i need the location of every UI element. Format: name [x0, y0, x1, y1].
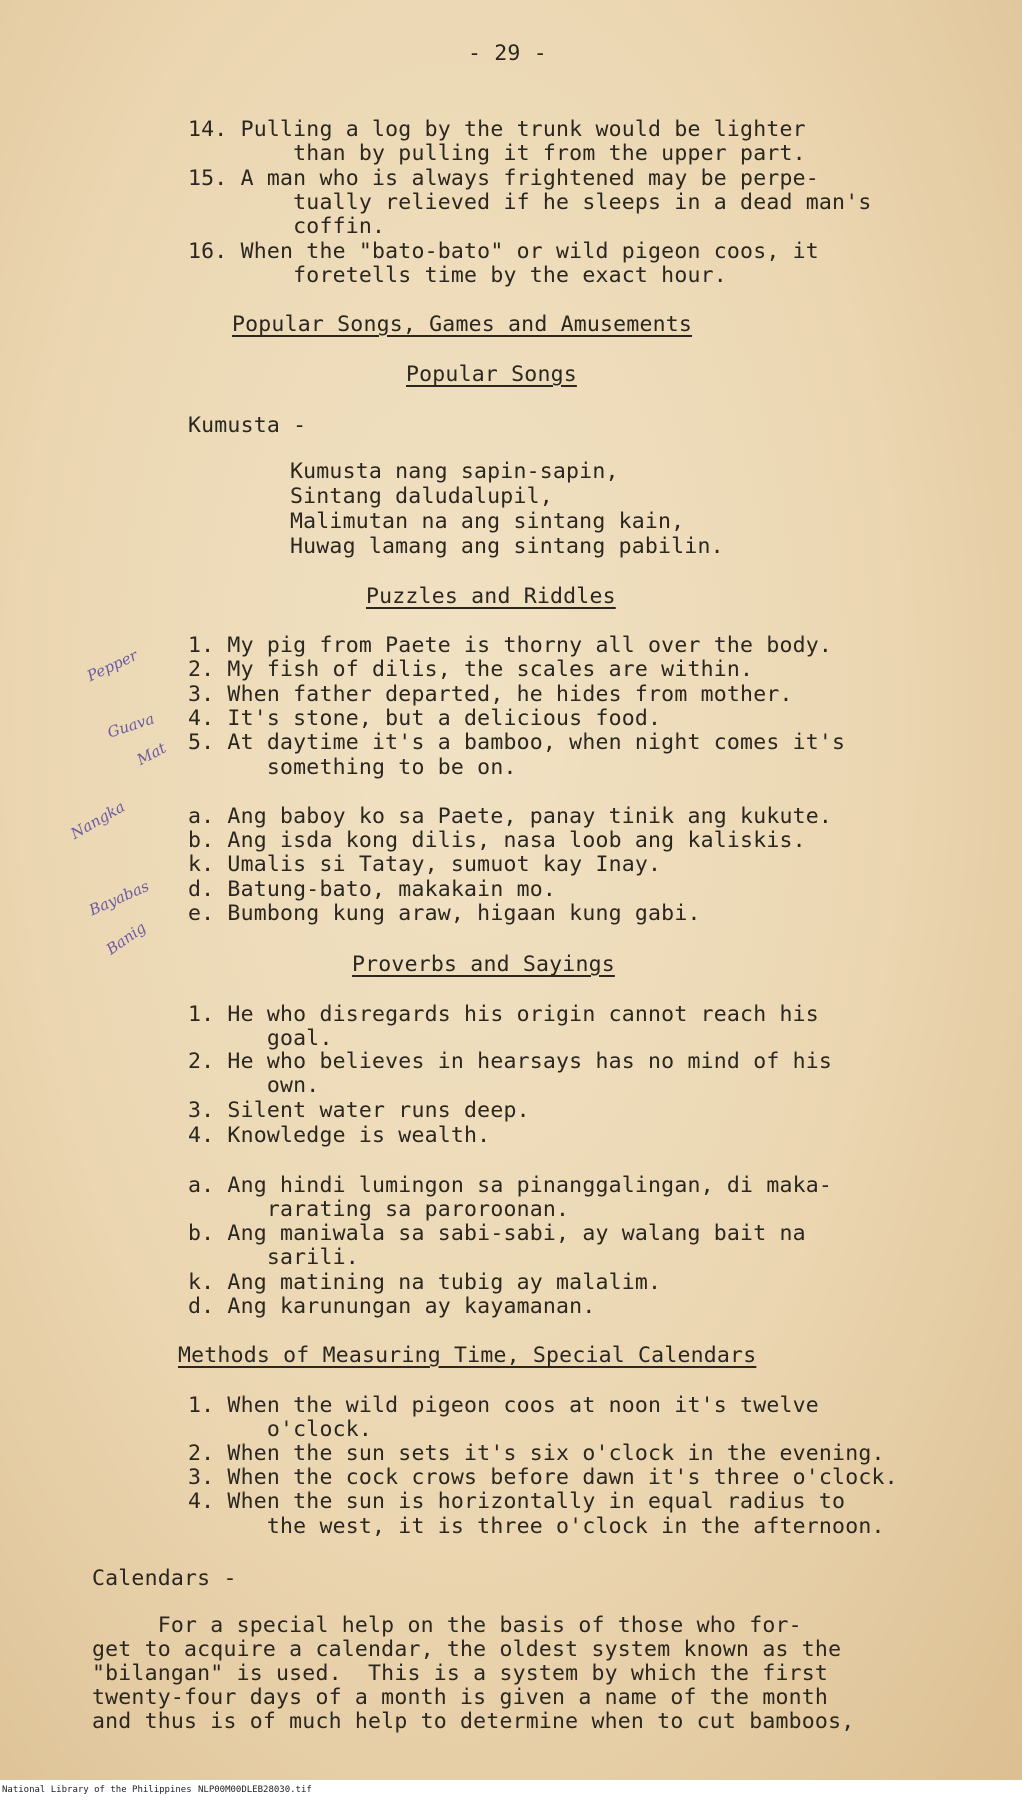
proverb-english-continued: own. [188, 1073, 320, 1098]
section-heading: Popular Songs, Games and Amusements [232, 312, 693, 337]
proverb-tagalog-continued: sarili. [188, 1245, 359, 1270]
riddle-english-continued: something to be on. [188, 755, 517, 780]
proverb-tagalog: b. Ang maniwala sa sabi-sabi, ay walang bait na [188, 1221, 806, 1246]
belief-item-continued: tually relieved if he sleeps in a dead man's [188, 190, 872, 215]
calendars-paragraph-line: and thus is of much help to determine when to cut bamboos, [92, 1709, 855, 1734]
margin-note: Banig [102, 918, 150, 959]
calendars-paragraph-line: "bilangan" is used. This is a system by which the first [92, 1661, 829, 1686]
songs-heading: Popular Songs [406, 362, 577, 387]
proverb-english-continued: goal. [188, 1026, 333, 1051]
method-item: 3. When the cock crows before dawn it's three o'clock. [188, 1465, 898, 1490]
proverb-tagalog-continued: rarating sa paroroonan. [188, 1197, 570, 1222]
riddle-english: 4. It's stone, but a delicious food. [188, 706, 662, 731]
proverb-tagalog: k. Ang matining na tubig ay malalim. [188, 1270, 662, 1295]
riddle-english: 3. When father departed, he hides from mother. [188, 682, 793, 707]
margin-note: Bayabas [86, 876, 152, 920]
footer-filename: NLP00M00DLEB28030.tif [198, 1785, 312, 1795]
belief-item: 16. When the "bato-bato" or wild pigeon coos, it [188, 239, 819, 264]
belief-item-continued: than by pulling it from the upper part. [188, 141, 806, 166]
method-item: 1. When the wild pigeon coos at noon it's twelve [188, 1393, 819, 1418]
riddle-tagalog: e. Bumbong kung araw, higaan kung gabi. [188, 901, 701, 926]
method-item: 2. When the sun sets it's six o'clock in the evening. [188, 1441, 885, 1466]
song-line: Malimutan na ang sintang kain, [290, 509, 685, 534]
riddles-heading: Puzzles and Riddles [366, 584, 616, 609]
riddle-english: 2. My fish of dilis, the scales are within. [188, 657, 754, 682]
riddle-tagalog: a. Ang baboy ko sa Paete, panay tinik ang kukute. [188, 804, 833, 829]
song-line: Kumusta nang sapin-sapin, [290, 459, 619, 484]
riddle-tagalog: b. Ang isda kong dilis, nasa loob ang kaliskis. [188, 828, 806, 853]
belief-item-continued: coffin. [188, 214, 386, 239]
calendars-paragraph-line: get to acquire a calendar, the oldest system known as the [92, 1637, 842, 1662]
method-item: 4. When the sun is horizontally in equal radius to [188, 1489, 846, 1514]
proverb-english: 2. He who believes in hearsays has no mind of his [188, 1049, 833, 1074]
song-line: Huwag lamang ang sintang pabilin. [290, 534, 724, 559]
calendars-title: Calendars - [92, 1566, 237, 1591]
belief-item: 15. A man who is always frightened may be perpe- [188, 166, 819, 191]
riddle-english: 5. At daytime it's a bamboo, when night comes it's [188, 730, 846, 755]
belief-item: 14. Pulling a log by the trunk would be lighter [188, 117, 806, 142]
proverb-tagalog: a. Ang hindi lumingon sa pinanggalingan, di maka- [188, 1173, 833, 1198]
proverb-english: 1. He who disregards his origin cannot reach his [188, 1002, 819, 1027]
calendars-paragraph-line: For a special help on the basis of those who for- [92, 1613, 802, 1638]
proverb-tagalog: d. Ang karunungan ay kayamanan. [188, 1294, 596, 1319]
margin-note: Guava [105, 709, 157, 742]
riddle-tagalog: k. Umalis si Tatay, sumuot kay Inay. [188, 852, 662, 877]
riddle-tagalog: d. Batung-bato, makakain mo. [188, 877, 557, 902]
proverb-english: 3. Silent water runs deep. [188, 1098, 530, 1123]
method-item-continued: o'clock. [188, 1417, 373, 1442]
song-title: Kumusta - [188, 413, 307, 438]
proverb-english: 4. Knowledge is wealth. [188, 1123, 491, 1148]
calendars-paragraph-line: twenty-four days of a month is given a name of the month [92, 1685, 829, 1710]
page-number: - 29 - [468, 41, 547, 66]
margin-note: Mat [133, 738, 170, 769]
scan-footer [0, 1780, 1022, 1800]
margin-note: Nangka [67, 797, 128, 843]
proverbs-heading: Proverbs and Sayings [352, 952, 615, 977]
belief-item-continued: foretells time by the exact hour. [188, 263, 727, 288]
method-item-continued: the west, it is three o'clock in the afternoon. [188, 1514, 885, 1539]
footer-library: National Library of the Philippines [2, 1785, 192, 1795]
margin-note: Pepper [84, 646, 141, 686]
song-line: Sintang daludalupil, [290, 484, 553, 509]
methods-heading: Methods of Measuring Time, Special Calendars [178, 1343, 757, 1368]
riddle-english: 1. My pig from Paete is thorny all over the body. [188, 633, 833, 658]
